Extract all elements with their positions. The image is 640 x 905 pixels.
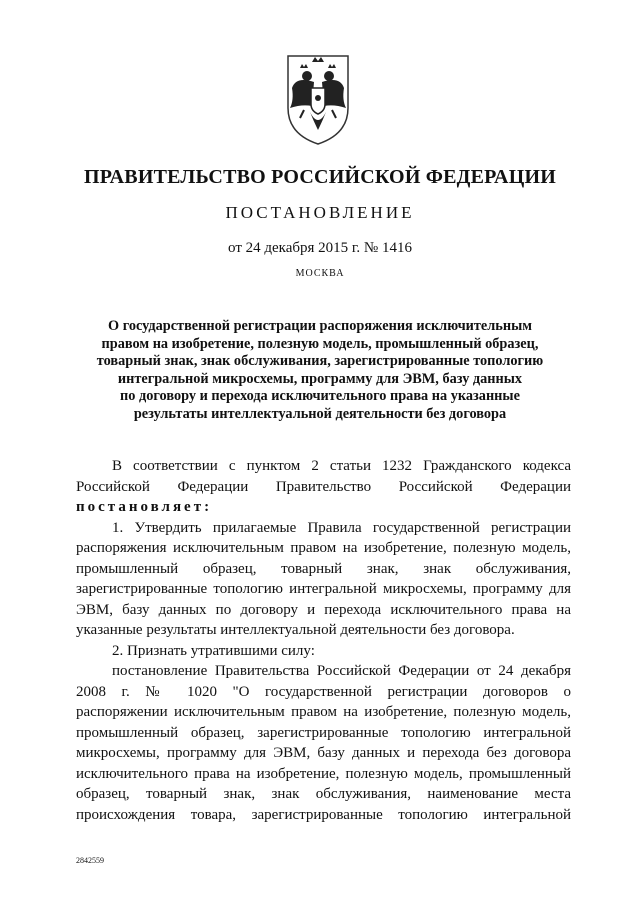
document-title (70, 318, 570, 423)
city: МОСКВА (295, 268, 345, 279)
body-line: 1. Утвердить прилагаемые Правила государственной регистрации (112, 519, 571, 536)
body-line: образец, товарный знак, знак обслуживания, наименование места (76, 786, 571, 802)
body-line: 2008 г. № 1020 "О государственной регистрации договоров о (76, 683, 571, 700)
title-line: О государственной регистрации распоряжения исключительным (108, 318, 532, 334)
body-line: промышленный образец, товарный знак, знак обслуживания, (76, 560, 571, 577)
body-line: распоряжении исключительным правом на изобретение, полезную модель, (76, 704, 571, 720)
title-line: товарный знак, знак обслуживания, зарегистрированные топологию (96, 353, 544, 369)
date-and-number: от 24 декабря 2015 г. № 1416 (228, 240, 412, 256)
title-line: результаты интеллектуальной деятельности без договора (133, 405, 507, 422)
body-line: распоряжения исключительным правом на изобретение, полезную модель, (76, 540, 571, 556)
body-line: микросхемы, программу для ЭВМ, базу данных и перехода без договора (76, 745, 571, 761)
body-line: происхождения товара, зарегистрированные топологию интегральной (76, 806, 571, 823)
title-line: правом на изобретение, полезную модель, промышленный образец, (101, 335, 539, 352)
document-body (76, 456, 571, 825)
body-line: постановление Правительства Российской Федерации от 24 декабря (112, 663, 571, 679)
document-type: ПОСТАНОВЛЕНИЕ (225, 203, 415, 222)
title-line: по договору и перехода исключительного права на указанные (120, 388, 520, 404)
body-line: промышленный образец, зарегистрированные топологию интегральной (76, 724, 571, 741)
body-line: зарегистрированные топологию интегральной микросхемы, программу для (76, 581, 571, 597)
coat-of-arms-emblem (268, 48, 368, 148)
title-line: интегральной микросхемы, программу для ЭВМ, базу данных (117, 370, 523, 387)
document-number: 2842559 (76, 856, 104, 865)
body-line: 2. Признать утратившими силу: (112, 642, 315, 659)
body-line: Российской Федерации Правительство Российской Федерации (76, 478, 571, 495)
resolves-word: постановляет: (76, 499, 213, 515)
body-line: исключительного права на изобретение, полезную модель, промышленный (76, 765, 571, 782)
government-heading: ПРАВИТЕЛЬСТВО РОССИЙСКОЙ ФЕДЕРАЦИИ (84, 166, 556, 188)
body-line: В соответствии с пунктом 2 статьи 1232 Гражданского кодекса (112, 458, 571, 474)
body-line: ЭВМ, базу данных по договору и перехода исключительного права на (76, 601, 571, 618)
body-line: указанные результаты интеллектуальной деятельности без договора. (76, 622, 515, 638)
